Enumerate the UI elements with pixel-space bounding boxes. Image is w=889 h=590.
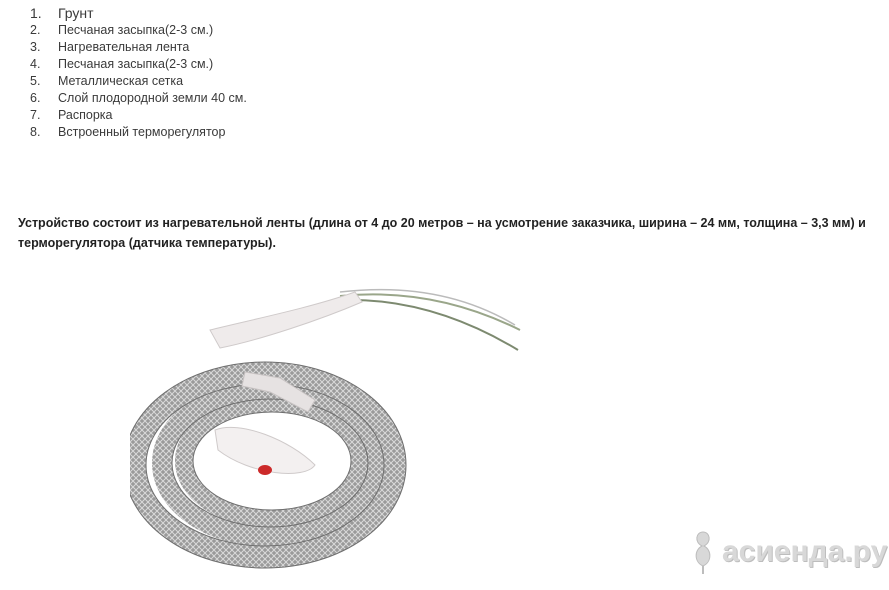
item-label: Песчаная засыпка(2-3 см.) xyxy=(58,23,214,37)
list-item xyxy=(30,124,247,141)
item-number: 7. xyxy=(30,108,41,122)
list-item xyxy=(30,107,247,124)
list-item xyxy=(30,73,247,90)
item-number: 5. xyxy=(30,74,41,88)
item-number: 4. xyxy=(30,57,41,71)
layer-list xyxy=(30,4,247,141)
watermark xyxy=(688,528,887,576)
item-number: 6. xyxy=(30,91,41,105)
item-label: Встроенный терморегулятор xyxy=(58,125,226,139)
item-number: 1. xyxy=(30,5,42,21)
watermark-text: асиенда.ру xyxy=(722,535,888,568)
item-label: Слой плодородной земли 40 см. xyxy=(58,91,247,105)
list-item xyxy=(30,56,247,73)
item-number: 3. xyxy=(30,40,41,54)
item-label: Нагревательная лента xyxy=(58,40,190,54)
watermark-logo-icon xyxy=(688,528,718,576)
item-label: Распорка xyxy=(58,108,113,122)
list-item xyxy=(30,90,247,107)
list-item xyxy=(30,39,247,56)
list-item xyxy=(30,4,247,22)
item-label: Грунт xyxy=(58,5,94,21)
item-number: 2. xyxy=(30,23,41,37)
device-description: Устройство состоит из нагревательной ленты (длина от 4 до 20 метров – на усмотрение заказчика, ширина – 24 мм, толщина – 3,3 мм) и терморегулятора (датчика температуры). xyxy=(18,216,866,250)
item-label: Металлическая сетка xyxy=(58,74,184,88)
list-item xyxy=(30,22,247,39)
item-label: Песчаная засыпка(2-3 см.) xyxy=(58,57,214,71)
heating-tape-photo xyxy=(130,280,530,570)
item-number: 8. xyxy=(30,125,41,139)
